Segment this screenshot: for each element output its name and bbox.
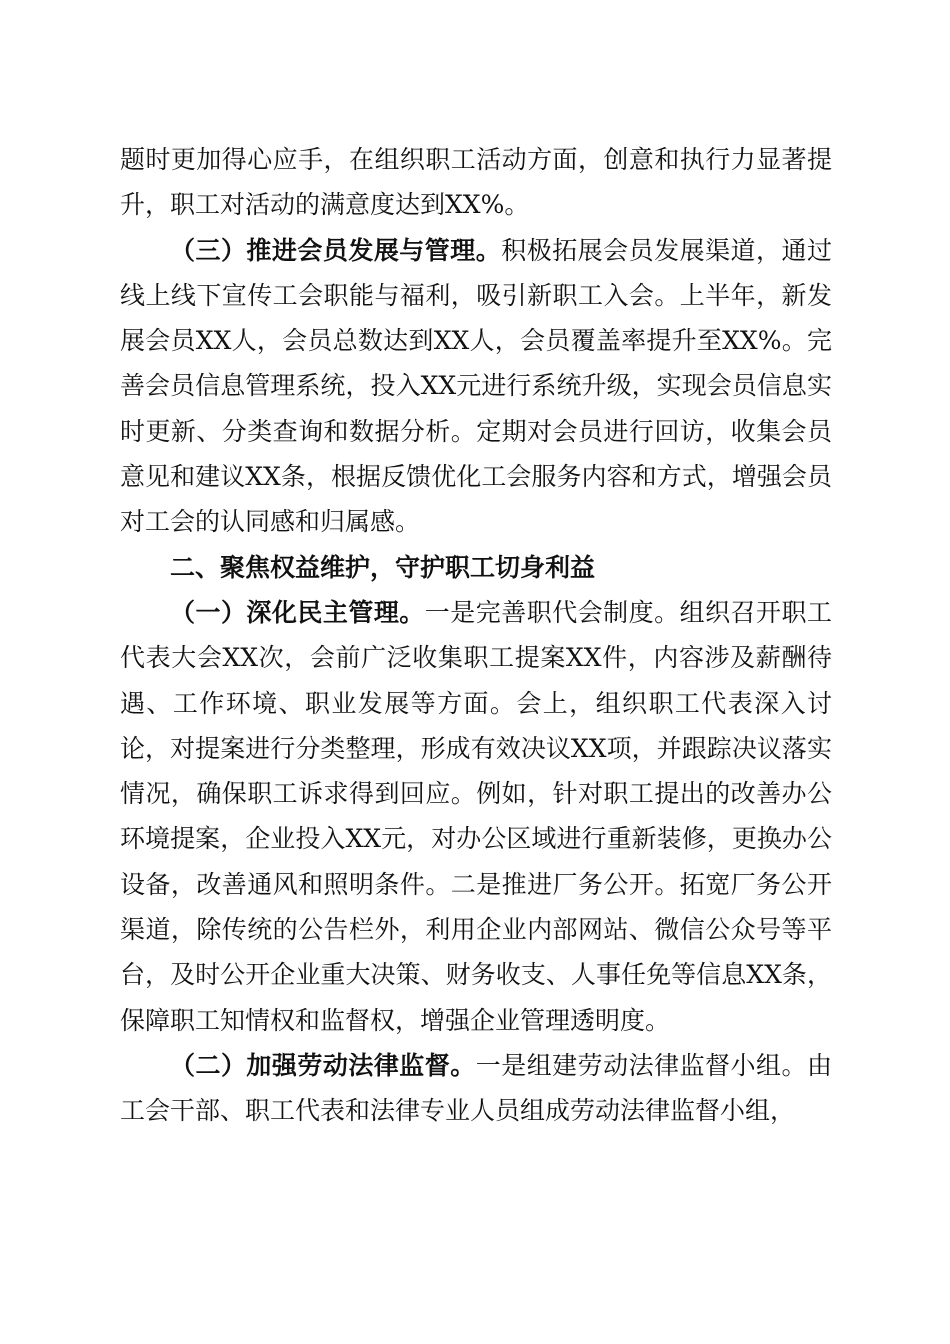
section-heading: 二、聚焦权益维护，守护职工切身利益 — [170, 552, 596, 582]
paragraph-text: 一是完善职代会制度。组织召开职工代表大会XX次，会前广泛收集职工提案XX件，内容涉及薪酬待遇、工作环境、职业发展等方面。会上，组织职工代表深入讨论，对提案进行分类整理，形成有效决议XX项，并跟踪决议落实情况，确保职工诉求得到回应。例如，针对职工提出的改善办公环境提案，企业投入XX元，对办公区域进行重新装修，更换办公设备，改善通风和照明条件。二是推进厂务公开。拓宽厂务公开渠道，除传统的公告栏外，利用企业内部网站、微信公众号等平台，及时公开企业重大决策、财务收支、人事任免等信息XX条，保障职工知情权和监督权，增强企业管理透明度。 — [120, 597, 832, 1035]
paragraph-lead: （三）推进会员发展与管理。 — [170, 235, 502, 265]
paragraph-lead: （一）深化民主管理。 — [170, 597, 425, 627]
paragraph-member-development — [120, 228, 832, 545]
paragraph-text: 一是组建劳动法律监督小组。由工会干部、职工代表和法律专业人员组成劳动法律监督小组， — [120, 1050, 832, 1126]
paragraph-continued — [120, 137, 832, 228]
paragraph-text: 积极拓展会员发展渠道，通过线上线下宣传工会职能与福利，吸引新职工入会。上半年，新发展会员XX人，会员总数达到XX人，会员覆盖率提升至XX%。完善会员信息管理系统，投入XX元进行系统升级，实现会员信息实时更新、分类查询和数据分析。定期对会员进行回访，收集会员意见和建议XX条，根据反馈优化工会服务内容和方式，增强会员对工会的认同感和归属感。 — [120, 235, 832, 537]
document-page — [120, 137, 832, 1134]
paragraph-text: 题时更加得心应手，在组织职工活动方面，创意和执行力显著提升，职工对活动的满意度达到XX%。 — [120, 145, 832, 220]
paragraph-labor-law-supervision — [120, 1043, 832, 1134]
paragraph-lead: （二）加强劳动法律监督。 — [170, 1050, 476, 1080]
paragraph-democratic-management — [120, 590, 832, 1043]
